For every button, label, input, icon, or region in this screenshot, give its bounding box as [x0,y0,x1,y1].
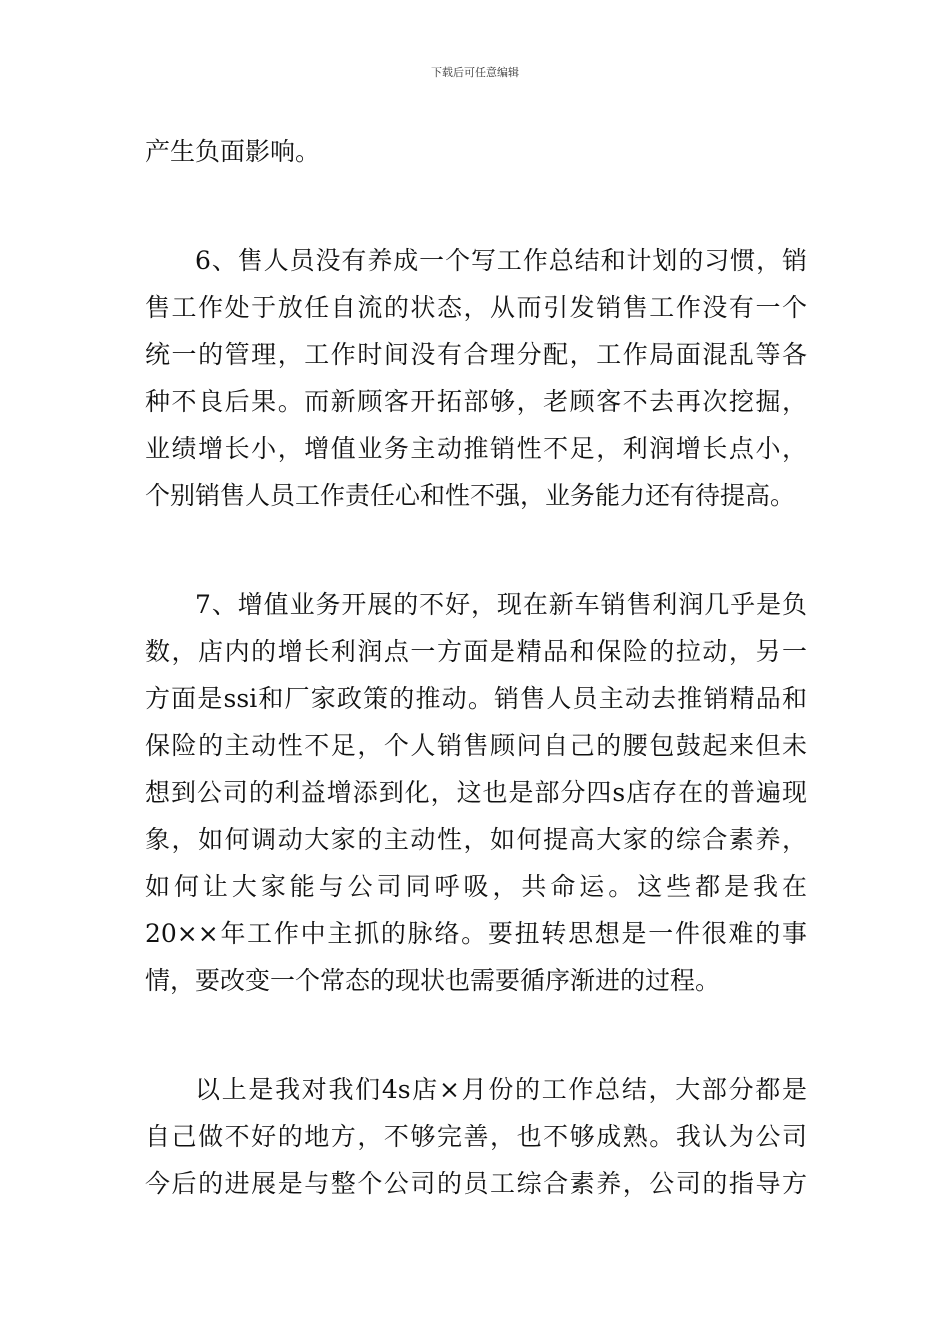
text-line: 6、售人员没有养成一个写工作总结和计划的习惯，销 [195,246,807,275]
text-line: 业绩增长小，增值业务主动推销性不足，利润增长点小， [145,434,807,463]
text-line: 想到公司的利益增添到化，这也是部分四s店存在的普遍现 [145,778,807,807]
text-line: 以上是我对我们4s店×月份的工作总结，大部分都是 [195,1075,807,1104]
page-header: 下载后可任意编辑 [431,66,519,79]
text-line: 数，店内的增长利润点一方面是精品和保险的拉动，另一 [145,637,807,666]
text-line: 今后的进展是与整个公司的员工综合素养，公司的指导方 [145,1169,807,1198]
text-line: 种不良后果。而新顾客开拓部够，老顾客不去再次挖掘， [145,387,807,416]
paragraph-item-7 [145,581,807,1004]
text-line: 保险的主动性不足，个人销售顾问自己的腰包鼓起来但未 [145,731,807,760]
text-line: 方面是ssi和厂家政策的推动。销售人员主动去推销精品和 [145,684,807,713]
text-line: 情，要改变一个常态的现状也需要循序渐进的过程。 [145,966,721,995]
text-line: 统一的管理，工作时间没有合理分配，工作局面混乱等各 [145,340,807,369]
text-line: 自己做不好的地方，不够完善，也不够成熟。我认为公司 [145,1122,807,1151]
text-line: 如何让大家能与公司同呼吸，共命运。这些都是我在 [145,872,807,901]
document-body [145,128,807,1207]
paragraph-item-6 [145,237,807,519]
paragraph-continuation [145,128,807,175]
text-line: 20××年工作中主抓的脉络。要扭转思想是一件很难的事 [145,919,807,948]
text-line: 个别销售人员工作责任心和性不强，业务能力还有待提高。 [145,481,796,510]
text-line: 象，如何调动大家的主动性，如何提高大家的综合素养， [145,825,807,854]
paragraph-summary [145,1066,807,1207]
text-line: 7、增值业务开展的不好，现在新车销售利润几乎是负 [195,590,807,619]
text-line: 售工作处于放任自流的状态，从而引发销售工作没有一个 [145,293,807,322]
text-line: 产生负面影响。 [145,137,321,166]
